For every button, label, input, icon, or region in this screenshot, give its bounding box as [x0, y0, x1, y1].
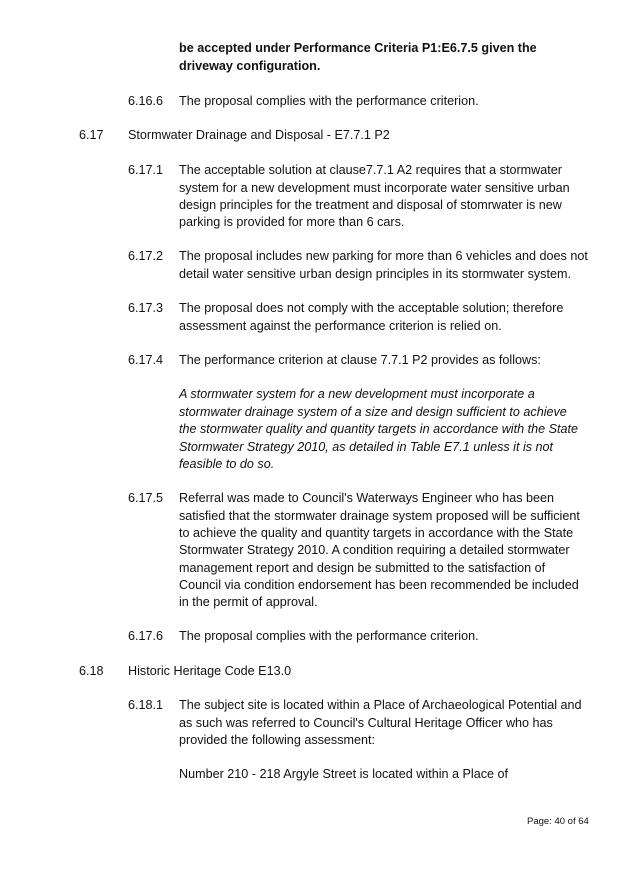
- clause-number: 6.17.1: [128, 163, 164, 177]
- quote-line: Stormwater Strategy 2010, as detailed in Table E7.1 unless it is not: [179, 440, 554, 454]
- clause-number: 6.18.1: [128, 698, 164, 712]
- clause-text: to achieve the quality and quantity targets in accordance with the State: [179, 526, 574, 540]
- intro-line: driveway configuration.: [179, 59, 321, 73]
- quote-line: feasible to do so.: [179, 457, 275, 471]
- clause-text: management report and design be submitted to the satisfaction of: [179, 561, 546, 575]
- clause-number: 6.17.2: [128, 249, 164, 263]
- clause-text: in the permit of approval.: [179, 595, 318, 609]
- clause-text: assessment against the performance criterion is relied on.: [179, 319, 502, 333]
- clause-text: Council via condition endorsement has been recommended be included: [179, 578, 579, 592]
- clause-text: The performance criterion at clause 7.7.1 P2 provides as follows:: [179, 353, 541, 367]
- clause-number: 6.16.6: [128, 94, 164, 108]
- quote-line: stormwater drainage system of a size and design sufficient to achieve: [179, 405, 567, 419]
- clause-text: The proposal complies with the performance criterion.: [179, 94, 479, 108]
- clause-text: parking is provided for more than 6 cars.: [179, 215, 405, 229]
- clause-text: Stormwater Strategy 2010. A condition requiring a detailed stormwater: [179, 543, 570, 557]
- clause-text: Number 210 - 218 Argyle Street is located within a Place of: [179, 767, 509, 781]
- clause-text: The acceptable solution at clause7.7.1 A2 requires that a stormwater: [179, 163, 562, 177]
- clause-text: The proposal includes new parking for more than 6 vehicles and does not: [179, 249, 588, 263]
- clause-text: The proposal does not comply with the acceptable solution; therefore: [179, 301, 564, 315]
- clause-text: Referral was made to Council's Waterways Engineer who has been: [179, 491, 555, 505]
- page-number: Page: 40 of 64: [527, 816, 589, 827]
- section-title: Historic Heritage Code E13.0: [128, 664, 292, 678]
- quote-line: the stormwater quality and quantity targets in accordance with the State: [179, 422, 579, 436]
- section-number: 6.18: [79, 664, 104, 678]
- quote-line: A stormwater system for a new development must incorporate a: [179, 387, 535, 401]
- clause-number: 6.17.3: [128, 301, 164, 315]
- clause-number: 6.17.4: [128, 353, 164, 367]
- clause-text: The proposal complies with the performance criterion.: [179, 629, 479, 643]
- clause-text: design principles for the treatment and disposal of stomrwater is new: [179, 198, 562, 212]
- clause-text: satisfied that the stormwater drainage system proposed will be sufficient: [179, 509, 580, 523]
- clause-text: provided the following assessment:: [179, 733, 376, 747]
- clause-text: as such was referred to Council's Cultural Heritage Officer who has: [179, 716, 553, 730]
- clause-text: detail water sensitive urban design principles in its stormwater system.: [179, 267, 571, 281]
- clause-text: The subject site is located within a Place of Archaeological Potential and: [179, 698, 582, 712]
- intro-line: be accepted under Performance Criteria P1:E6.7.5 given the: [179, 41, 537, 55]
- section-number: 6.17: [79, 128, 104, 142]
- clause-number: 6.17.5: [128, 491, 164, 505]
- clause-text: system for a new development must incorporate water sensitive urban: [179, 181, 570, 195]
- clause-number: 6.17.6: [128, 629, 164, 643]
- section-title: Stormwater Drainage and Disposal - E7.7.1 P2: [128, 128, 390, 142]
